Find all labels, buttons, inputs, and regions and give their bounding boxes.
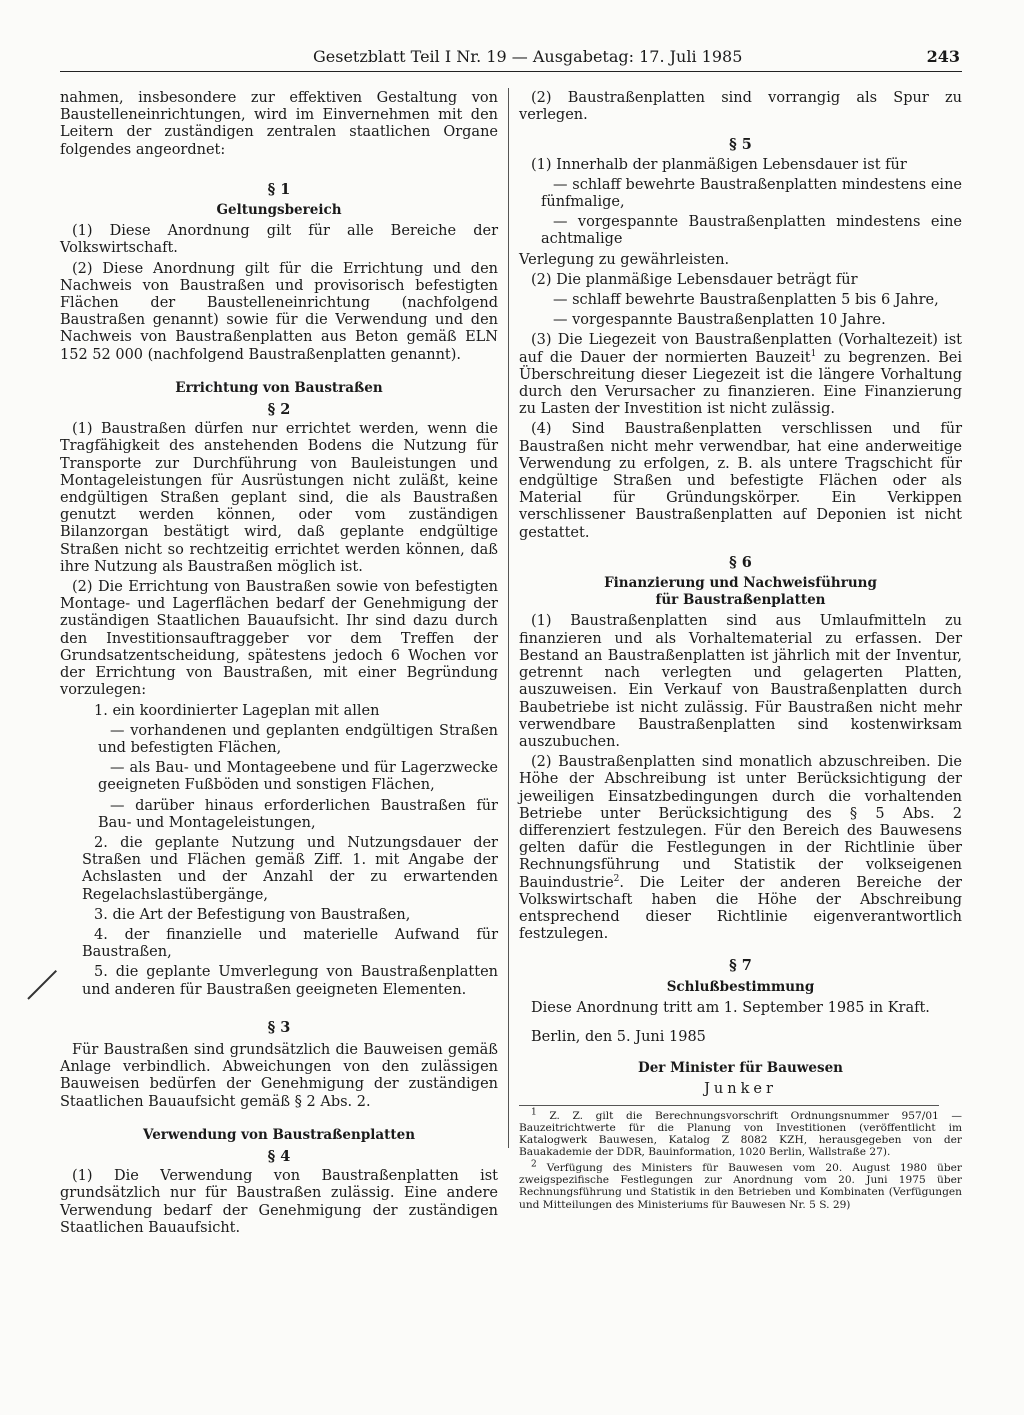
footnote-number: 2 — [531, 1159, 537, 1170]
paragraph: (2) Baustraßenplatten sind vorrangig als Spur zu verlegen. — [519, 90, 962, 124]
paragraph: (1) Baustraßen dürfen nur errichtet werden, wenn die Tragfähigkeit des anstehenden Bodens die Nutzung für Transporte zur Durchführung von Bauleistungen und Montageleistungen für Ausrüstungen nicht zuläßt, keine endgültigen Straßen geplant sind, die als Baustraßen genutzt werden können, oder vom zuständigen Bilanzorgan bestätigt wird, daß geplante endgültige Straßen nicht so rechtzeitig errichtet werden können, daß ihre Nutzung als Baustraßen möglich ist. — [60, 421, 498, 575]
signer-name: Junker — [704, 1081, 777, 1098]
list-item: 5. die geplante Umverlegung von Baustraßenplatten und anderen für Baustraßen geeigneten Elementen. — [82, 964, 498, 998]
header-title: Gesetzblatt Teil I Nr. 19 — Ausgabetag: 17. Juli 1985 — [313, 47, 743, 66]
section-title: Geltungsbereich — [216, 202, 342, 219]
chapter-heading: Verwendung von Baustraßenplatten — [142, 1126, 416, 1143]
page-header — [60, 47, 962, 72]
section-number: § 2 — [267, 401, 291, 419]
paragraph: Für Baustraßen sind grundsätzlich die Bauweisen gemäß Anlage verbindlich. Abweichungen von den zulässigen Bauweisen bedürfen der Genehmigung der zuständigen Staatlichen Bauaufsicht gemäß § 2 Abs. 2. — [60, 1041, 498, 1110]
section-number: § 3 — [267, 1018, 291, 1036]
page-number: 243 — [926, 47, 960, 66]
footnote-ref: 2 — [613, 873, 620, 884]
footnote-separator — [519, 1105, 939, 1106]
paragraph: (1) Baustraßenplatten sind aus Umlaufmitteln zu finanzieren und als Vorhaltematerial zu erfassen. Der Bestand an Baustraßenplatten ist jährlich mit der Inventur, getrennt nach verlegten und gelagerten Platten, auszuweisen. Ein Verkauf von Baustraßenplatten durch Baubetriebe ist nicht zulässig. Für Baustraßen nicht mehr verwendbare Baustraßenplatten sind kostenwirksam auszubuchen. — [519, 613, 962, 750]
paragraph: (2) Die Errichtung von Baustraßen sowie von befestigten Montage- und Lagerflächen bedarf der Genehmigung der zuständigen Staatlichen Bauaufsicht. Ihr sind dazu durch den Investitionsauftraggeber vor dem Treffen der Grundsatzentscheidung, spätestens jedoch 6 Wochen vor der Errichtung von Baustraßen, mit einer Begründung vorzulegen: — [60, 579, 498, 699]
intro-paragraph: nahmen, insbesondere zur effektiven Gestaltung von Baustelleneinrichtungen, wird im Einvernehmen mit den Leitern der zuständigen zentralen staatlichen Organe folgendes angeordnet: — [60, 90, 498, 158]
chapter-heading: Errichtung von Baustraßen — [175, 379, 383, 396]
paragraph — [519, 754, 962, 943]
footnote — [519, 1159, 962, 1211]
list-item: 2. die geplante Nutzung und Nutzungsdauer der Straßen und Flächen gemäß Ziff. 1. mit Angabe der Achslasten und der Anzahl der zu erwartenden Regelachslastübergänge, — [82, 834, 498, 903]
section-title: für Baustraßenplatten — [655, 592, 826, 609]
paragraph — [519, 332, 962, 418]
dash-item: — schlaff bewehrte Baustraßenplatten 5 bis 6 Jahre, — [553, 292, 939, 309]
section-title: Finanzierung und Nachweisführung — [604, 575, 877, 592]
paragraph: (2) Diese Anordnung gilt für die Errichtung und den Nachweis von Baustraßen und provisorisch befestigten Flächen der Baustelleneinrichtung (nachfolgend Baustraßen genannt) sowie für die Verwendung und den Nachweis von Baustraßenplatten aus Beton gemäß ELN 152 52 000 (nachfolgend Baustraßenplatten genannt). — [60, 260, 498, 363]
section-number: § 5 — [729, 136, 752, 154]
footnote-number: 1 — [531, 1107, 537, 1118]
section-number: § 4 — [267, 1147, 291, 1165]
section-number: § 6 — [729, 553, 752, 571]
text-run: (3) Die Liegezeit von Baustraßenplatten (Vorhaltezeit) ist auf die Dauer der normierten Bauzeit — [519, 332, 962, 366]
column-divider — [508, 88, 509, 1148]
section-number: § 7 — [729, 957, 752, 975]
list-item: 3. die Art der Befestigung von Baustraßen, — [94, 906, 411, 923]
section-number: § 1 — [267, 180, 291, 198]
signer-title: Der Minister für Bauwesen — [638, 1060, 843, 1077]
dash-item: — als Bau- und Montageebene und für Lagerzwecke geeigneten Fußböden und sonstigen Flächen, — [98, 760, 498, 794]
paragraph: Verlegung zu gewährleisten. — [519, 251, 730, 268]
paragraph: (1) Die Verwendung von Baustraßenplatten ist grundsätzlich nur für Baustraßen zulässig. Eine andere Verwendung bedarf der Genehmigung der zuständigen Staatlichen Bauaufsicht. — [60, 1168, 498, 1236]
dash-item: — vorgespannte Baustraßenplatten mindestens eine achtmalige — [541, 214, 962, 248]
right-column — [519, 90, 962, 1214]
margin-pen-mark — [27, 970, 57, 1000]
text-run: (2) Baustraßenplatten sind monatlich abzuschreiben. Die Höhe der Abschreibung ist unter Berücksichtigung der jeweiligen Einsatzbedingungen durch die vorhaltenden Betriebe unter Berücksichtigung des § 5 Abs. 2 differenziert festzulegen. Für den Bereich des Bauwesens gelten dafür die Festlegungen in der Richtlinie über Rechnungsführung und Statistik der volkseigenen Bauindustrie — [519, 754, 962, 891]
footnote-ref: 1 — [810, 348, 817, 359]
section-title: Schlußbestimmung — [666, 978, 815, 995]
dash-item: — schlaff bewehrte Baustraßenplatten mindestens eine fünfmalige, — [541, 176, 962, 211]
place-date: Berlin, den 5. Juni 1985 — [531, 1028, 706, 1045]
paragraph: (4) Sind Baustraßenplatten verschlissen und für Baustraßen nicht mehr verwendbar, hat eine anderweitige Verwendung zu erfolgen, z. B. als untere Tragschicht für endgültige Straßen und befestigte Flächen oder als Material für Gründungskörper. Ein Verkippen verschlissener Baustraßenplatten auf Deponien ist nicht gestattet. — [519, 421, 962, 541]
dash-item: — vorhandenen und geplanten endgültigen Straßen und befestigten Flächen, — [98, 722, 498, 756]
footnote-text: Verfügung des Ministers für Bauwesen vom 20. August 1980 über zweigspezifische Festlegungen zur Anordnung vom 20. Juni 1975 über Rechnungsführung und Statistik in den Betrieben und Kombinaten (Verfügungen und Mitteilungen des Ministeriums für Bauwesen Nr. 5 S. 29) — [519, 1161, 962, 1211]
list-item: 4. der finanzielle und materielle Aufwand für Baustraßen, — [82, 926, 498, 961]
text-run: zu begrenzen. Bei Überschreitung dieser Liegezeit ist die längere Vorhaltung durch den Verursacher zu finanzieren. Eine Finanzierung zu Lasten der Investition ist nicht zulässig. — [519, 349, 962, 418]
left-column — [60, 90, 498, 1240]
list-item: 1. ein koordinierter Lageplan mit allen — [94, 702, 380, 719]
text-run: . Die Leiter der anderen Bereiche der Volkswirtschaft haben die Höhe der Abschreibung entsprechend dieser Richtlinie eigenverantwortlich festzulegen. — [519, 874, 962, 943]
paragraph: (1) Innerhalb der planmäßigen Lebensdauer ist für — [531, 156, 907, 173]
dash-item: — darüber hinaus erforderlichen Baustraßen für Bau- und Montageleistungen, — [98, 797, 498, 831]
footnote — [519, 1107, 962, 1159]
dash-item: — vorgespannte Baustraßenplatten 10 Jahre. — [553, 312, 886, 329]
paragraph: Diese Anordnung tritt am 1. September 1985 in Kraft. — [531, 999, 930, 1016]
paragraph: (2) Die planmäßige Lebensdauer beträgt für — [531, 271, 858, 288]
paragraph: (1) Diese Anordnung gilt für alle Bereiche der Volkswirtschaft. — [60, 223, 498, 257]
footnote-text: Z. Z. gilt die Berechnungsvorschrift Ordnungsnummer 957/01 — Bauzeitrichtwerte für die Planung von Investitionen (veröffentlicht im Katalogwerk Bauwesen, Katalog Z 8082 KZH, herausgegeben von der Bauakademie der DDR, Bauinformation, 1020 Berlin, Wallstraße 27). — [519, 1109, 962, 1159]
